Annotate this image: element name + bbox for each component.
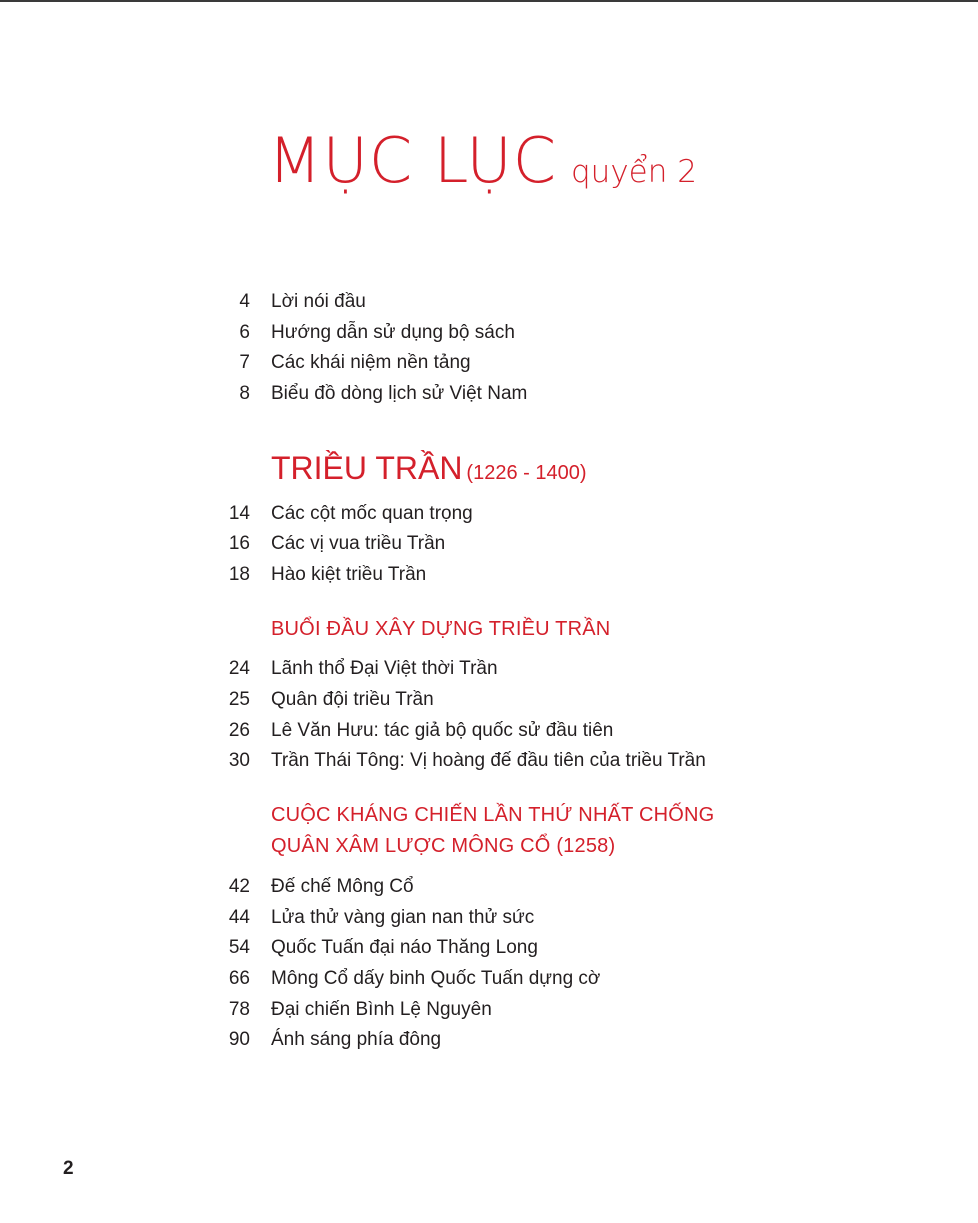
toc-title: Quân đội triều Trần: [271, 689, 434, 710]
toc-title: Các cột mốc quan trọng: [271, 503, 473, 524]
toc-title: Lãnh thổ Đại Việt thời Trần: [271, 658, 498, 679]
toc-page: 44: [228, 907, 250, 928]
toc-page: 16: [228, 533, 250, 554]
toc-title: Lời nói đầu: [271, 291, 366, 312]
toc-title: Lê Văn Hưu: tác giả bộ quốc sử đầu tiên: [271, 720, 614, 741]
toc-page: 7: [239, 352, 250, 373]
dynasty-years: (1226 - 1400): [466, 462, 587, 484]
toc-title: Lửa thử vàng gian nan thử sức: [271, 907, 535, 928]
toc-title: Đại chiến Bình Lệ Nguyên: [271, 999, 492, 1020]
toc-page: 78: [228, 999, 250, 1020]
toc-page: 25: [228, 689, 250, 710]
toc-title: Trần Thái Tông: Vị hoàng đế đầu tiên của triều Trần: [271, 750, 706, 771]
toc-page: 14: [228, 503, 250, 524]
toc-title: Các vị vua triều Trần: [271, 533, 446, 554]
dynasty-heading: [271, 450, 587, 487]
toc-title: Đế chế Mông Cổ: [271, 876, 414, 897]
section2-title-line1: CUỘC KHÁNG CHIẾN LẦN THỨ NHẤT CHỐNG: [271, 804, 715, 826]
toc-title: Quốc Tuấn đại náo Thăng Long: [271, 937, 538, 958]
toc-page: 54: [228, 937, 250, 958]
title-sub: quyển 2: [571, 154, 697, 190]
toc-title: Ánh sáng phía đông: [271, 1029, 442, 1050]
toc-page: 90: [228, 1029, 250, 1050]
section1-heading: [271, 614, 610, 645]
toc-page: 66: [228, 968, 250, 989]
toc-title: Biểu đồ dòng lịch sử Việt Nam: [271, 383, 528, 404]
page-number: 2: [63, 1158, 74, 1179]
toc-title: Các khái niệm nền tảng: [271, 352, 471, 373]
toc-page: 30: [228, 750, 250, 771]
toc-page: 8: [239, 383, 250, 404]
section2-title-line2: QUÂN XÂM LƯỢC MÔNG CỔ (1258): [271, 835, 616, 857]
dynasty-title: TRIỀU TRẦN: [271, 450, 463, 486]
section1-title: BUỔI ĐẦU XÂY DỰNG TRIỀU TRẦN: [271, 618, 611, 640]
top-rule: [0, 0, 978, 2]
toc-page: 42: [228, 876, 250, 897]
toc-title: Hướng dẫn sử dụng bộ sách: [271, 322, 515, 343]
toc-page: 18: [228, 564, 250, 585]
toc-title: Mông Cổ dấy binh Quốc Tuấn dựng cờ: [271, 968, 601, 989]
toc-page: 4: [239, 291, 250, 312]
toc-page: 6: [239, 322, 250, 343]
toc-page: 24: [228, 658, 250, 679]
toc-title: Hào kiệt triều Trần: [271, 564, 427, 585]
title-main: MỤC LỤC: [268, 124, 557, 197]
page-title: [268, 124, 697, 197]
toc-page: 26: [228, 720, 250, 741]
